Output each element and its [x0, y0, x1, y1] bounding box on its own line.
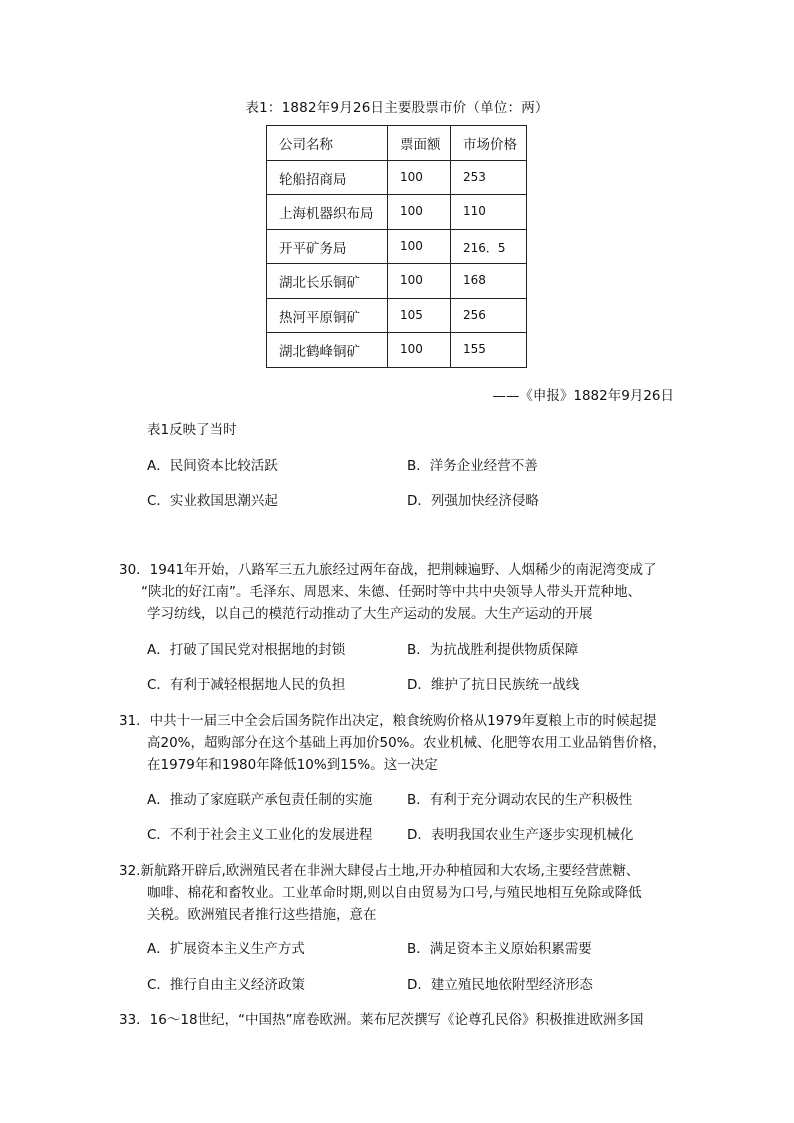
- q31-line-2: 高20%，超购部分在这个基础上再加价50%。农业机械、化肥等农用工业品销售价格，: [147, 735, 667, 751]
- q32-line-2: 咖啡、棉花和畜牧业。工业革命时期,则以自由贸易为口号,与殖民地相互免除或降低: [147, 885, 642, 901]
- q29-stem: 表1反映了当时: [147, 422, 237, 438]
- cell-company: 热河平原铜矿: [267, 298, 388, 333]
- cell-face-value: 100: [388, 195, 451, 230]
- cell-market-price: 168: [451, 264, 527, 299]
- q30-option-a: A．打破了国民党对根据地的封锁: [147, 642, 346, 658]
- cell-market-price: 155: [451, 333, 527, 368]
- q31-option-b: B．有利于充分调动农民的生产积极性: [407, 792, 633, 808]
- q29-option-d: D．列强加快经济侵略: [407, 493, 539, 509]
- header-company: 公司名称: [267, 126, 388, 161]
- q32-option-b: B．满足资本主义原始积累需要: [407, 941, 592, 957]
- table-source: ——《申报》1882年9月26日: [492, 388, 674, 404]
- cell-face-value: 100: [388, 229, 451, 264]
- q31-line-1: 31．中共十一届三中全会后国务院作出决定，粮食统购价格从1979年夏粮上市的时候起提: [119, 713, 657, 729]
- cell-market-price: 253: [451, 160, 527, 195]
- table-row: [267, 333, 527, 368]
- q32-option-d: D．建立殖民地依附型经济形态: [407, 977, 593, 993]
- q32-line-3: 关税。欧洲殖民者推行这些措施，意在: [147, 907, 377, 923]
- cell-face-value: 100: [388, 264, 451, 299]
- cell-market-price: 216．5: [451, 229, 527, 264]
- q29-option-a: A．民间资本比较活跃: [147, 458, 278, 474]
- q30-line-1: 30．1941年开始，八路军三五九旅经过两年奋战，把荆棘遍野、人烟稀少的南泥湾变成了: [119, 562, 657, 578]
- q30-option-d: D．维护了抗日民族统一战线: [407, 677, 580, 693]
- cell-face-value: 100: [388, 333, 451, 368]
- table-row: [267, 195, 527, 230]
- cell-company: 湖北鹤峰铜矿: [267, 333, 388, 368]
- cell-company: 上海机器织布局: [267, 195, 388, 230]
- q32-option-c: C．推行自由主义经济政策: [147, 977, 305, 993]
- q31-option-d: D．表明我国农业生产逐步实现机械化: [407, 827, 634, 843]
- table-row: [267, 229, 527, 264]
- q32-option-a: A．扩展资本主义生产方式: [147, 941, 305, 957]
- q31-line-3: 在1979年和1980年降低10%到15%。这一决定: [147, 757, 438, 773]
- q32-line-1: 32.新航路开辟后,欧洲殖民者在非洲大肆侵占土地,开办种植园和大农场,主要经营蔗糖、: [119, 863, 640, 879]
- cell-face-value: 105: [388, 298, 451, 333]
- cell-face-value: 100: [388, 160, 451, 195]
- q30-line-3: 学习纺线，以自己的模范行动推动了大生产运动的发展。大生产运动的开展: [147, 606, 593, 622]
- q30-option-c: C．有利于减轻根据地人民的负担: [147, 677, 346, 693]
- table-row: [267, 264, 527, 299]
- cell-market-price: 256: [451, 298, 527, 333]
- q30-line-2: “陕北的好江南”。毛泽东、周恩来、朱德、任弼时等中共中央领导人带头开荒种地、: [141, 584, 641, 600]
- table-header-row: [267, 126, 527, 161]
- cell-company: 轮船招商局: [267, 160, 388, 195]
- table-row: [267, 160, 527, 195]
- cell-company: 湖北长乐铜矿: [267, 264, 388, 299]
- q30-option-b: B．为抗战胜利提供物质保障: [407, 642, 579, 658]
- stock-price-table: [266, 125, 527, 368]
- q29-option-b: B．洋务企业经营不善: [407, 458, 538, 474]
- table-row: [267, 298, 527, 333]
- header-face-value: 票面额: [388, 126, 451, 161]
- table-caption: 表1：1882年9月26日主要股票市价（单位：两）: [245, 100, 549, 116]
- cell-market-price: 110: [451, 195, 527, 230]
- q33-line-1: 33．16～18世纪，“中国热”席卷欧洲。莱布尼茨撰写《论尊孔民俗》积极推进欧洲多国: [119, 1012, 644, 1028]
- cell-company: 开平矿务局: [267, 229, 388, 264]
- q29-option-c: C．实业救国思潮兴起: [147, 493, 278, 509]
- q31-option-c: C．不利于社会主义工业化的发展进程: [147, 827, 373, 843]
- header-market-price: 市场价格: [451, 126, 527, 161]
- q31-option-a: A．推动了家庭联产承包责任制的实施: [147, 792, 373, 808]
